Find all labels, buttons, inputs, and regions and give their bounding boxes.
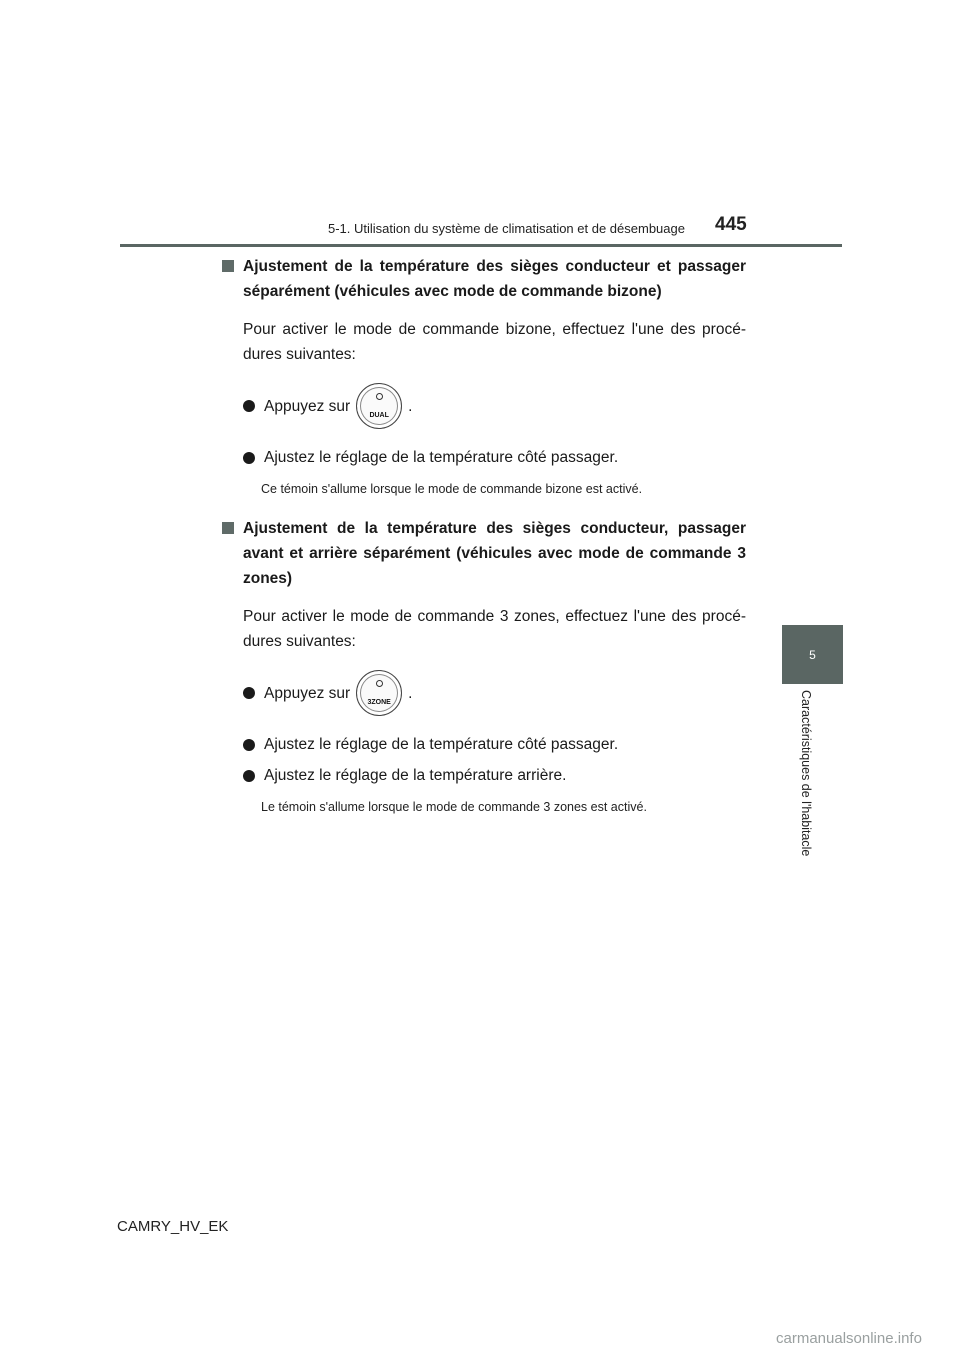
list-item-text: Ajustez le réglage de la température arrière. [264,767,567,784]
list-item [243,763,746,788]
section-heading-text: Ajustement de la température des sièges conducteur et passager séparément (véhicules avec mode de commande bizone) [243,258,746,300]
dual-button-icon [356,383,402,429]
section-heading-text: Ajustement de la température des sièges conducteur, passager avant et arrière séparément (véhicules avec mode de commande 3 zones) [243,520,746,587]
square-bullet-icon [222,260,234,272]
list-item-punctuation: . [408,397,413,415]
document-id: CAMRY_HV_EK [117,1218,229,1235]
note-text: Le témoin s'allume lorsque le mode de commande 3 zones est activé. [261,800,647,814]
3zone-button-icon [356,670,402,716]
button-icon-label: DUAL [369,412,389,419]
list-item [243,383,746,429]
indicator-led-icon [376,393,383,400]
list-item-text: Appuyez sur [264,397,351,415]
list-item-punctuation: . [408,684,413,702]
chapter-number: 5 [809,647,816,662]
page-number: 445 [715,214,747,235]
note-text: Ce témoin s'allume lorsque le mode de commande bizone est activé. [261,482,643,496]
indicator-led-icon [376,680,383,687]
square-bullet-icon [222,522,234,534]
button-icon-label: 3ZONE [367,699,391,706]
list-item-text: Ajustez le réglage de la température côté passager. [264,736,619,753]
section-intro: Pour activer le mode de commande bizone, effectuez l'une des procé-dures suivantes: [243,321,746,363]
header-section-title: 5-1. Utilisation du système de climatisation et de désembuage [328,221,685,236]
section-bizone [222,254,746,498]
section-heading [222,516,746,591]
page-content [222,254,746,816]
chapter-tab [782,625,843,684]
list-item-text: Ajustez le réglage de la température côté passager. [264,449,619,466]
bullet-dot-icon [243,739,255,751]
watermark: carmanualsonline.info [776,1330,922,1347]
bullet-dot-icon [243,452,255,464]
list-item [243,732,746,757]
list-item [243,445,746,470]
bullet-dot-icon [243,687,255,699]
list-item [243,670,746,716]
list-item-text: Appuyez sur [264,684,351,702]
bullet-dot-icon [243,770,255,782]
chapter-title: Caractéristiques de l'habitacle [799,690,813,857]
section-intro: Pour activer le mode de commande 3 zones, effectuez l'une des procé-dures suivantes: [243,608,746,650]
section-heading [222,254,746,304]
bullet-dot-icon [243,400,255,412]
section-3zone [222,516,746,816]
header-divider [120,244,842,247]
